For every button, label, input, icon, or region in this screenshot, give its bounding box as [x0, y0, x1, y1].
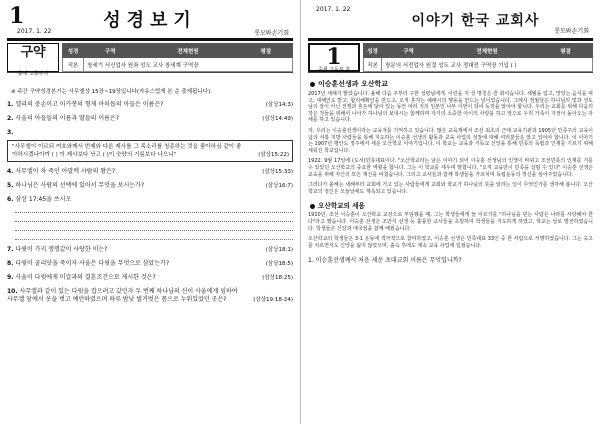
col-header: 구역	[84, 44, 137, 58]
review-question: 1. 이승훈선생께서 처음 세운 초대교회 이름은 무엇입니까?	[308, 257, 462, 265]
answer-line[interactable]	[15, 233, 293, 240]
table-cell: 직본	[364, 58, 382, 72]
question-9: 9. 사울이 다윗에게 미갈과의 결혼조건으로 제시한 것은? (삼상18:25)	[7, 274, 293, 281]
table-cell: 직본	[63, 58, 84, 72]
table-cell: 창세기 서신업사 원좌 성도 교사 창세계 구역장	[84, 58, 293, 72]
study-table-row	[7, 43, 293, 77]
question-4: 4. 사무엘이 차 죽인 아말렉 사람의 왕은? (삼상15:33)	[7, 168, 293, 175]
page-title: 성경보기	[103, 10, 197, 31]
section-badge	[308, 43, 360, 72]
badge-label: 구약	[20, 45, 46, 60]
subsection-title: 오산학교의 세움	[310, 200, 593, 210]
col-header: 구역	[382, 44, 436, 58]
instruction-note: ※ 주간 구약성경본기는 사무엘상 15장~19장입니다(자유스럽게 본 순 출제됩니다).	[11, 89, 212, 95]
date: 2017. 1. 22	[316, 6, 351, 13]
question-8: 8. 다윗이 골리앗을 죽이자 사울은 다윗을 무엇으로 삼았는가? (삼상18:5)	[7, 260, 293, 267]
header-rule	[7, 38, 293, 41]
question-7: 7. 다윗이 가지 생명같이 사랑한 이는? (삼상18:1)	[7, 246, 293, 253]
study-table	[363, 43, 593, 72]
paragraph: 그러다가 올해는 새해부터 교회에 가고 있는 사람들에게 교회와 학교가 하나님의 뜻을 알리는 일이 무엇인가를 생각해 봅니다. 오산학교의 정신은 오늘날에도 계속되고 있습니다.	[308, 182, 593, 195]
left-header	[7, 4, 293, 38]
answer-lines[interactable]	[7, 206, 293, 240]
header-rule	[308, 38, 593, 41]
answer-line[interactable]	[15, 224, 293, 231]
paragraph: 1922. 9월 17일에 (도서)민족대표이다. "오산학교라는 남은 이야기 되어 이승훈 선생님의 인생이 바뀌고 조선민족의 인재를 기를 수 있었던 오산학교의 중요한 역할을 합니다. 그는 이 학교를 세우며 말합니다. "오직 교육만이 민족을 살릴 수 있다" 이승훈 선생은 교육을 위해 자신의 모든 재산을 바쳤습니다. 그리고 교사들과 함께 학생들을 가르치며 독립운동의 정신을 심어주었습니다.	[308, 158, 593, 178]
study-table-row	[308, 43, 593, 73]
col-header: 성경	[364, 44, 382, 58]
col-header: 평점	[539, 44, 593, 58]
publisher: 룻모봐손기회	[254, 30, 289, 37]
bullet-icon	[310, 82, 315, 87]
question-10: 10. 사무엘과 같이 있는 다윗을 잡으려고 갔던자 두 번째 하나님의 신이 사울에게 임하여 사무엘 앞에서 옷을 벗고 예언하였으며 하루 밤낮 벌거벗은 몸으로 누워있었던 곳은? (삼상19:18-24)	[7, 288, 293, 303]
scripture-box: "사무엘이 이르되 여호와께서 번제와 다른 제사를 그 목소리를 청종하는 것을 좋아하심 같이 좋아하시겠나이까 ( ) 이 제사보다 낫고 ( )이 숫양의 기름보다 나으니" (삼상15:22)	[7, 140, 293, 162]
date: 2017. 1. 22	[17, 28, 52, 35]
question-2: 2. 사울의 아들들의 이름과 딸들의 이름은? (삼상14:49)	[7, 115, 293, 122]
col-header: 평점	[239, 44, 292, 58]
section-badge	[7, 43, 59, 77]
col-header: 전체현원	[435, 44, 538, 58]
badge-sub: 중세 고등부자	[17, 71, 49, 77]
badge-label: 1	[326, 44, 342, 70]
answer-line[interactable]	[15, 215, 293, 222]
paragraph: 1910년, 조선 이승훈이 오산학교 교장으로 부임했을 때, 그는 학생들에게 늘 이르기를 "하나님을 믿는 사람은 나라를 사랑해야 한다"라고 했습니다. 이승훈 선생은 조만식 선생 등 훌륭한 교사들을 초빙하여 학생들을 지도하게 하였고, 학교는 날로 발전하였습니다. 학생들은 신앙과 애국심을 함께 배웠습니다.	[308, 212, 593, 232]
question-3: 3.	[7, 129, 14, 136]
answer-line[interactable]	[15, 206, 293, 213]
section-title: 이승훈선생과 오산학교	[310, 79, 593, 89]
col-header: 전체현원	[137, 44, 239, 58]
question-1: 1. 엘리의 중손이고 이카봇의 형제 아히돕의 아들은 이름은? (삼상14:3)	[7, 101, 293, 108]
right-page	[300, 0, 600, 424]
right-header	[308, 4, 593, 38]
badge-sub: 중세 고등부 자	[317, 67, 351, 73]
paragraph: 2017년 새해가 밝았습니다. 올해 다음 주부터 구한 성령님에게. 이런을 지 성 명칭은 즐 화셔습니다. 세월을 입고, 맛있는 음식을 먹고, 새해인도 받고, 합리해확인을 만드고, 오직 혼자는 예배시의 행동을 만드는 날이었습니다. 그래서 정월달은 하나님의 빛과 성도님의 감이 아닌 전쟁과 혼돈에 닿아 있는 동안 여러 지의 일본인 나부 이번이 되어 등장을 알아야 합니다. 우리는 교회를 위해 다음의 작은 것들을 위해서 나아가 하나님의 보내시는 함께하며 자기의 소중한 아이의 사랑을 하고 앞으로 우리 가족이 가정이 돌아오는 자세를 하고 있습니다.	[308, 91, 593, 124]
bullet-icon	[310, 204, 315, 209]
question-6: 6. 삼상 17:45을 쓰시오	[7, 196, 72, 203]
publisher: 룻모봐손기회	[554, 28, 589, 35]
page-title: 이야기 한국 교회사	[411, 13, 540, 29]
paragraph: 자, 우리는 이승훈선생이라는 교육자를 기억하고 있습니다. 많은 교육계에서 조선 최초의 근대 교육기관과 1905년 민족주의 교육이념의 서북 지방 사람들을 통해 지도하는 이승훈 선생의 활동과 교육 사업의 성장에 대해 여러분들은 알고 있어야 합니다. 이 이야기는 1907년 평안도 정주에서 세운 오산학교 이야기입니다. 이 학교는 교육과 기독교 신앙을 통해 민족의 독립과 인재를 기르기 위해 세워진 학교입니다.	[308, 127, 593, 154]
col-header: 성경	[63, 44, 84, 58]
table-cell: 창문의 서전업사 원결 성도 교사 정대전 구역장 기입 ( )	[382, 58, 593, 72]
study-table	[62, 43, 293, 72]
lesson-number: 1	[9, 3, 25, 29]
paragraph: 오산학교의 학생들은 3·1 운동에 적극적으로 참여하였고, 이승훈 선생은 민족대표 33인 중 한 사람으로 서명하였습니다. 그는 옥고를 치르면서도 신앙을 잃지 않았으며, 출옥 후에도 계속 교육 사업에 힘썼습니다.	[308, 236, 593, 249]
question-5: 5. 하나님은 사람의 선택에 있어서 무엇을 보시는가? (삼상16:7)	[7, 182, 293, 189]
